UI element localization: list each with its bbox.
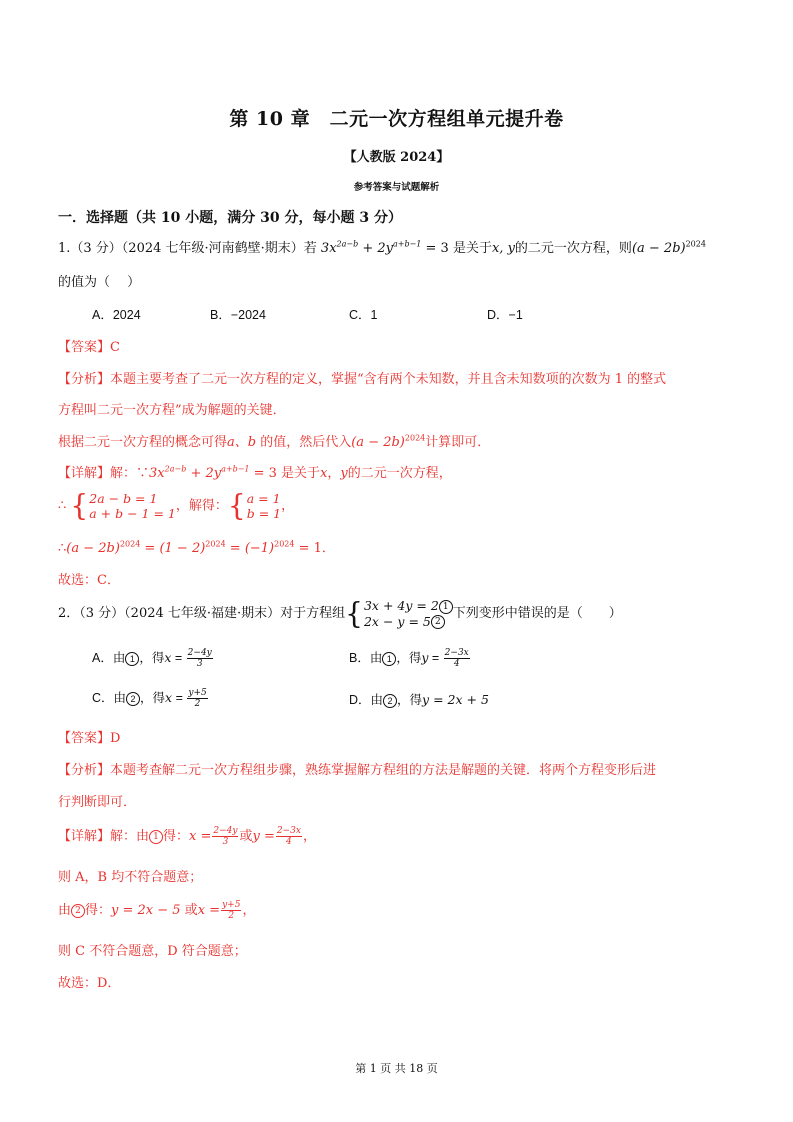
- q1-stem-line2: 的值为（ ）: [58, 275, 141, 290]
- page-subtitle: 参考答案与试题解析: [353, 182, 440, 193]
- equation-system: { 2a − b = 1 a + b − 1 = 1: [70, 488, 176, 523]
- q1-option-b: B．−2024: [210, 308, 266, 322]
- q1-analysis-line1: 【分析】本题主要考查了二元一次方程的定义，掌握“含有两个未知数，并且含未知数项的次数为 1 的整式: [58, 372, 667, 387]
- equation-system: { 3x + 4y = 2 1 2x − y = 5 2: [345, 598, 453, 629]
- q1-analysis-line2: 方程叫二元一次方程”成为解题的关键．: [58, 403, 286, 418]
- q1-detail-line1: 【详解】解：$\because 3x^{2a-b} + 2y^{a+b-1} = 3$ 是关于x，y的二元一次方程，: [58, 464, 452, 481]
- q2-judge1: 则 A，B 均不符合题意；: [58, 870, 203, 885]
- solution-system: { a = 1 b = 1: [227, 488, 282, 523]
- q1-system-solution: ∴ { 2a − b = 1 a + b − 1 = 1 ，解得： { a = 1 b = 1 ，: [58, 488, 295, 523]
- q2-analysis-line1: 【分析】本题考查解二元一次方程组步骤，熟练掌握解方程组的方法是解题的关键．将两个方程变形后进: [58, 763, 657, 778]
- q2-option-c: C．由 2 ，得x = $\frac{y+5}{2}$: [92, 688, 207, 710]
- q2-detail-line2: 由 2 得：y = 2x − 5 或x = $\frac{y+5}{2}$ ，: [58, 900, 256, 921]
- q1-option-c: C．1: [349, 308, 378, 322]
- q1-choose: 故选：C．: [58, 573, 120, 588]
- q1-answer: 【答案】C: [58, 340, 120, 355]
- q1-option-a: A．2024: [92, 308, 141, 322]
- q2-analysis-line2: 行判断即可．: [58, 795, 137, 810]
- q2-detail-line1: 【详解】解：由 1 得：x = $\frac{2-4y}{3}$ 或y = $\frac{2-3x}{4}$ ，: [58, 826, 316, 847]
- q1-option-d: D．−1: [487, 308, 523, 322]
- q2-judge2: 则 C 不符合题意，D 符合题意；: [58, 944, 247, 959]
- edition-label: 【人教版 2024】: [343, 150, 450, 165]
- q2-option-d: D．由 2 ，得y = 2x + 5: [349, 692, 489, 707]
- q2-answer: 【答案】D: [58, 731, 121, 746]
- page-title: 第 10 章 二元一次方程组单元提升卷: [229, 108, 564, 130]
- q2-option-b: B．由 1 ，得y = $\frac{2-3x}{4}$: [349, 648, 469, 670]
- page-footer: 第 1 页 共 18 页: [355, 1062, 438, 1075]
- q1-calculation: ∴(a − $2b)^{2024} = (1 - 2)^{2024} = (-1)^{2024} = 1$．: [58, 539, 335, 556]
- q1-analysis-line3: 根据二元一次方程的概念可得a、b 的值，然后代入$(a - 2b)^{2024}$计算即可．: [58, 433, 491, 450]
- q2-option-a: A．由 1 ，得x = $\frac{2-4y}{3}$: [92, 648, 212, 670]
- q2-stem: 2．（3 分）（2024 七年级·福建·期末）对于方程组 { 3x + 4y = 2 1 2x − y = 5 2 下列变形中错误的是（ ）: [58, 595, 622, 631]
- section-heading: 一．选择题（共 10 小题，满分 30 分，每小题 3 分）: [58, 210, 402, 226]
- q1-stem-line1: 1.（3 分）（2024 七年级·河南鹤壁·期末）若 $3x^{2a-b} + 2y^{a+b-1} = 3$ 是关于x, y的二元一次方程，则$(a - 2b)^{2024}$: [58, 239, 706, 256]
- q2-choose: 故选：D．: [58, 976, 121, 991]
